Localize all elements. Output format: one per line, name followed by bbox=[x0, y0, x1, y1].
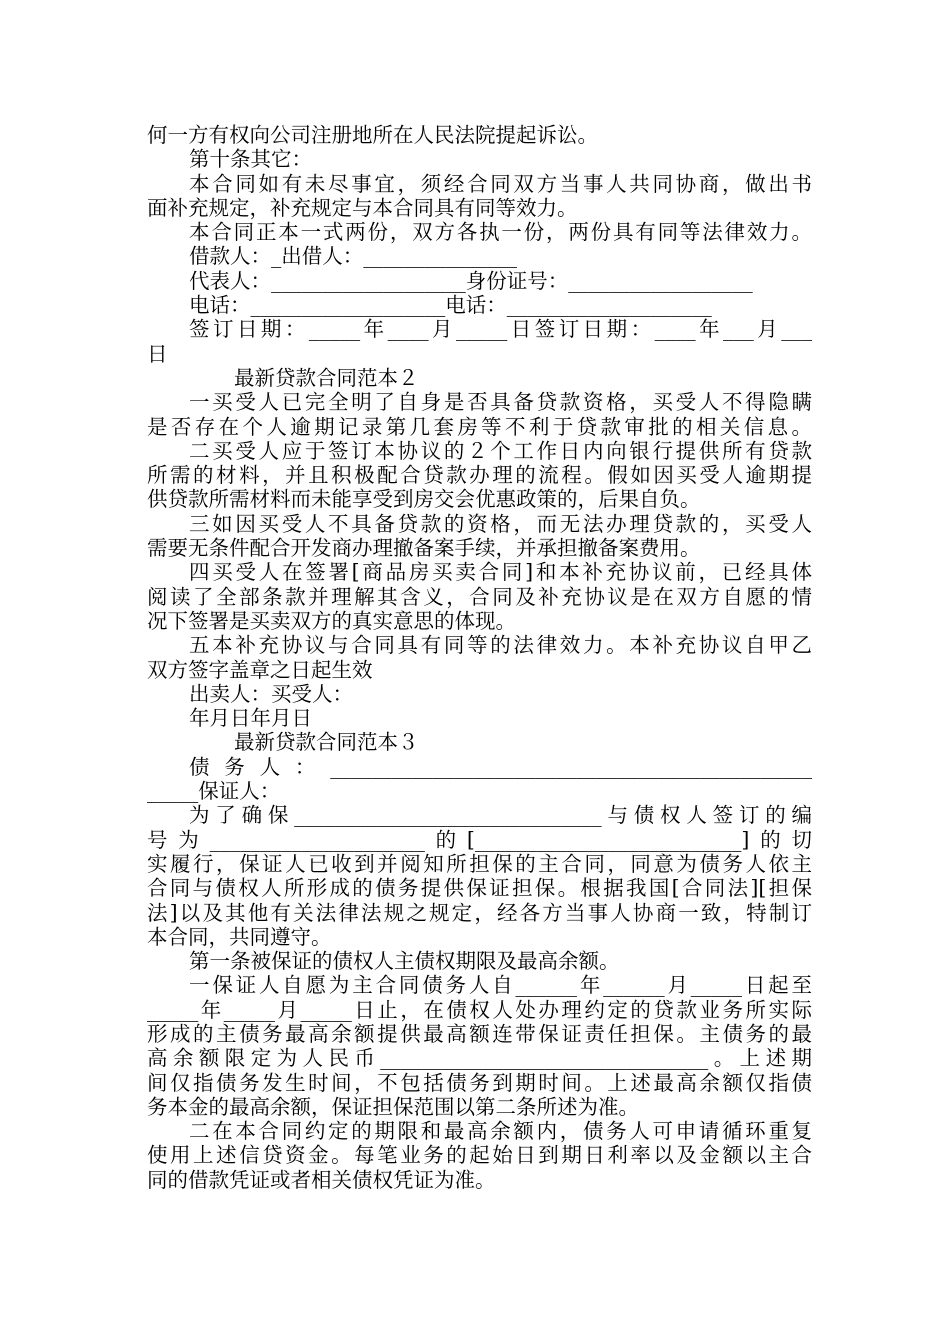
text-line: 本合同正本一式两份，双方各执一份，两份具有同等法律效力。 bbox=[189, 220, 812, 245]
text-line: 第十条其它： bbox=[189, 147, 312, 172]
text-line: 一买受人已完全明了自身是否具备贷款资格，买受人不得隐瞒 bbox=[189, 390, 812, 415]
text-line: 阅读了全部条款并理解其含义，合同及补充协议是在双方自愿的情 bbox=[147, 584, 812, 609]
text-line: 四买受人在签署[商品房买卖合同]和本补充协议前，已经具体 bbox=[189, 560, 812, 585]
text-line: 代表人：___________________身份证号：__________________ bbox=[189, 268, 753, 293]
text-line: 务本金的最高余额，保证担保范围以第二条所述为准。 bbox=[147, 1094, 639, 1119]
text-line: 形成的主债务最高余额提供最高额连带保证责任担保。主债务的最 bbox=[147, 1021, 812, 1046]
text-line: 使用上述信贷资金。每笔业务的起始日到期日利率以及金额以主合 bbox=[147, 1143, 812, 1168]
text-line: 最新贷款合同范本３ bbox=[234, 730, 419, 755]
text-line: 三如因买受人不具备贷款的资格，而无法办理贷款的，买受人 bbox=[189, 511, 812, 536]
text-line: 为了确保______________________________与债权人签订的编 bbox=[189, 803, 812, 828]
text-line: 供贷款所需材料而未能享受到房交会优惠政策的，后果自负。 bbox=[147, 487, 701, 512]
text-line: 何一方有权向公司注册地所在人民法院提起诉讼。 bbox=[147, 123, 598, 147]
text-line: 二买受人应于签订本协议的２个工作日内向银行提供所有贷款 bbox=[189, 438, 812, 463]
document-body bbox=[147, 123, 812, 1192]
text-line: 法]以及其他有关法律法规之规定，经各方当事人协商一致，特制订 bbox=[147, 900, 812, 925]
text-line: 双方签字盖章之日起生效 bbox=[147, 657, 373, 682]
text-line: 五本补充协议与合同具有同等的法律效力。本补充协议自甲乙 bbox=[189, 633, 812, 658]
text-line: 一保证人自愿为主合同债务人自______年______月_____日起至 bbox=[189, 973, 812, 998]
text-line: 日 bbox=[147, 341, 168, 366]
text-line: _____保证人： bbox=[147, 779, 281, 804]
text-line: 最新贷款合同范本２ bbox=[234, 365, 419, 390]
text-line: 本合同，共同遵守。 bbox=[147, 924, 332, 949]
text-line: 本合同如有未尽事宜，须经合同双方当事人共同协商，做出书 bbox=[189, 171, 812, 196]
text-line: _____年_____月_____日止，在债权人处办理约定的贷款业务所实际 bbox=[147, 997, 812, 1022]
text-line: 需要无条件配合开发商办理撤备案手续，并承担撤备案费用。 bbox=[147, 536, 701, 561]
text-line: 面补充规定，补充规定与本合同具有同等效力。 bbox=[147, 195, 578, 220]
text-line: 间仅指债务发生时间，不包括债务到期时间。上述最高余额仅指债 bbox=[147, 1070, 812, 1095]
text-line: 年月日年月日 bbox=[189, 706, 312, 731]
text-line: 高余额限定为人民币________________________________。上述期 bbox=[147, 1046, 812, 1071]
text-line: 号为_____________________的[__________________________]的切 bbox=[147, 827, 812, 852]
text-line: 债务人：_______________________________________________ bbox=[189, 754, 812, 779]
text-line: 第一条被保证的债权人主债权期限及最高余额。 bbox=[189, 949, 620, 974]
text-line: 同的借款凭证或者相关债权凭证为准。 bbox=[147, 1167, 496, 1192]
text-line: 况下签署是买卖双方的真实意思的体现。 bbox=[147, 608, 516, 633]
text-line: 电话：___________________电话：____________________ bbox=[189, 293, 712, 318]
text-line: 实履行，保证人已收到并阅知所担保的主合同，同意为债务人依主 bbox=[147, 851, 812, 876]
text-line: 出卖人：买受人： bbox=[189, 681, 353, 706]
text-line: 签订日期：_____年____月_____日签订日期：____年___月___ bbox=[189, 317, 812, 342]
text-line: 二在本合同约定的期限和最高余额内，债务人可申请循环重复 bbox=[189, 1119, 812, 1144]
text-line: 是否存在个人逾期记录第几套房等不利于贷款审批的相关信息。 bbox=[147, 414, 812, 439]
text-line: 借款人：_出借人：_______________ bbox=[189, 244, 517, 269]
text-line: 所需的材料，并且积极配合贷款办理的流程。假如因买受人逾期提 bbox=[147, 463, 812, 488]
text-line: 合同与债权人所形成的债务提供保证担保。根据我国[合同法][担保 bbox=[147, 876, 812, 901]
